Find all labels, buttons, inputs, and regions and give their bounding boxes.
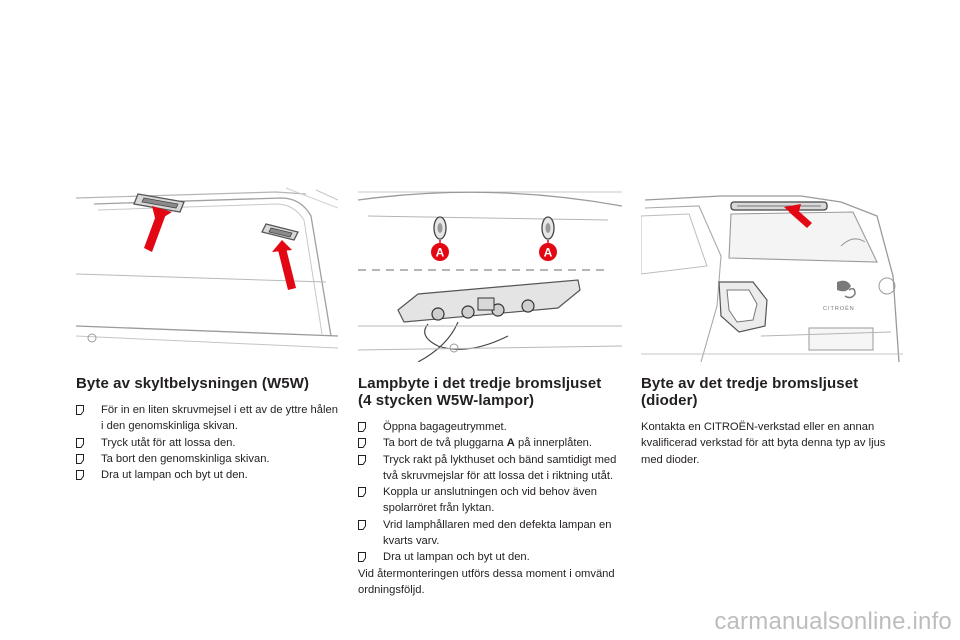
section-title: [641, 375, 903, 409]
checkbox-bullet-icon: [358, 520, 366, 530]
marker-a-label: A: [435, 245, 445, 260]
step-text-after: på innerplåten.: [514, 437, 593, 450]
checkbox-bullet-icon: [76, 438, 84, 448]
section-third-brake-light-lamps: [358, 375, 622, 598]
section-body: Kontakta en CITROËN-verkstad eller en annan kvalificerad verkstad för att byta denna typ av ljus med dioder.: [641, 421, 886, 466]
illustration-third-brake-light-lamps: [358, 186, 622, 362]
section-title-line1: Byte av det tredje bromsljuset: [641, 375, 859, 392]
reassembly-note: Vid återmonteringen utförs dessa moment i omvänd ordningsföljd.: [358, 567, 615, 596]
section-license-plate-lamp: [76, 375, 338, 483]
step-item: [358, 452, 622, 485]
step-item: [358, 435, 622, 451]
step-list: [76, 402, 338, 483]
watermark: carmanualsonline.info: [714, 608, 952, 635]
checkbox-bullet-icon: [358, 487, 366, 497]
section-title-line1: Lampbyte i det tredje bromsljuset: [358, 375, 602, 392]
section-title-line2: (4 stycken W5W-lampor): [358, 392, 535, 409]
step-item: [358, 549, 622, 565]
checkbox-bullet-icon: [358, 438, 366, 448]
step-item: [358, 517, 622, 550]
checkbox-bullet-icon: [76, 405, 84, 415]
third-brake-light-drawing: [358, 186, 622, 362]
section-third-brake-light-leds: [641, 375, 903, 468]
checkbox-bullet-icon: [358, 455, 366, 465]
citroen-badge: CITROËN: [823, 306, 855, 312]
step-text-bold: A: [506, 437, 515, 450]
illustration-car-rear-led-brake-light: [641, 186, 903, 362]
plug-right: [542, 217, 554, 239]
section-title-line2: (dioder): [641, 392, 698, 409]
step-item: [76, 451, 338, 467]
plug-left: [434, 217, 446, 239]
step-item: [358, 419, 622, 435]
marker-a-label: A: [543, 245, 553, 260]
checkbox-bullet-icon: [358, 422, 366, 432]
illustration-license-plate-lamp: [76, 186, 338, 362]
step-text: Koppla ur anslutningen och vid behov även spolarröret från lyktan.: [383, 486, 597, 515]
section-title: Byte av skyltbelysningen (W5W): [76, 375, 310, 392]
step-text: För in en liten skruvmejsel i ett av de yttre hålen i den genomskinliga skivan.: [101, 404, 338, 433]
section-title: [358, 375, 622, 409]
step-text: Öppna bagageutrymmet.: [383, 421, 507, 433]
step-item: [76, 435, 338, 451]
step-text: Tryck utåt för att lossa den.: [101, 436, 236, 449]
checkbox-bullet-icon: [76, 470, 84, 480]
step-text: Ta bort den genomskinliga skivan.: [101, 452, 270, 465]
step-list: [358, 419, 622, 566]
license-plate-lamp-drawing: [76, 186, 338, 362]
step-item: [76, 402, 338, 435]
third-brake-light-led: [731, 202, 827, 210]
checkbox-bullet-icon: [76, 454, 84, 464]
step-text: Tryck rakt på lykthuset och bänd samtidigt med två skruvmejslar för att lossa det i riktning utåt.: [383, 453, 617, 482]
step-text: Dra ut lampan och byt ut den.: [383, 551, 530, 564]
step-text-before: Ta bort de två pluggarna: [383, 437, 507, 450]
checkbox-bullet-icon: [358, 552, 366, 562]
step-item: [76, 467, 338, 483]
step-item: [358, 484, 622, 517]
step-text: Vrid lamphållaren med den defekta lampan en kvarts varv.: [383, 518, 612, 548]
step-text: Dra ut lampan och byt ut den.: [101, 469, 248, 482]
car-rear-drawing: [641, 186, 903, 362]
